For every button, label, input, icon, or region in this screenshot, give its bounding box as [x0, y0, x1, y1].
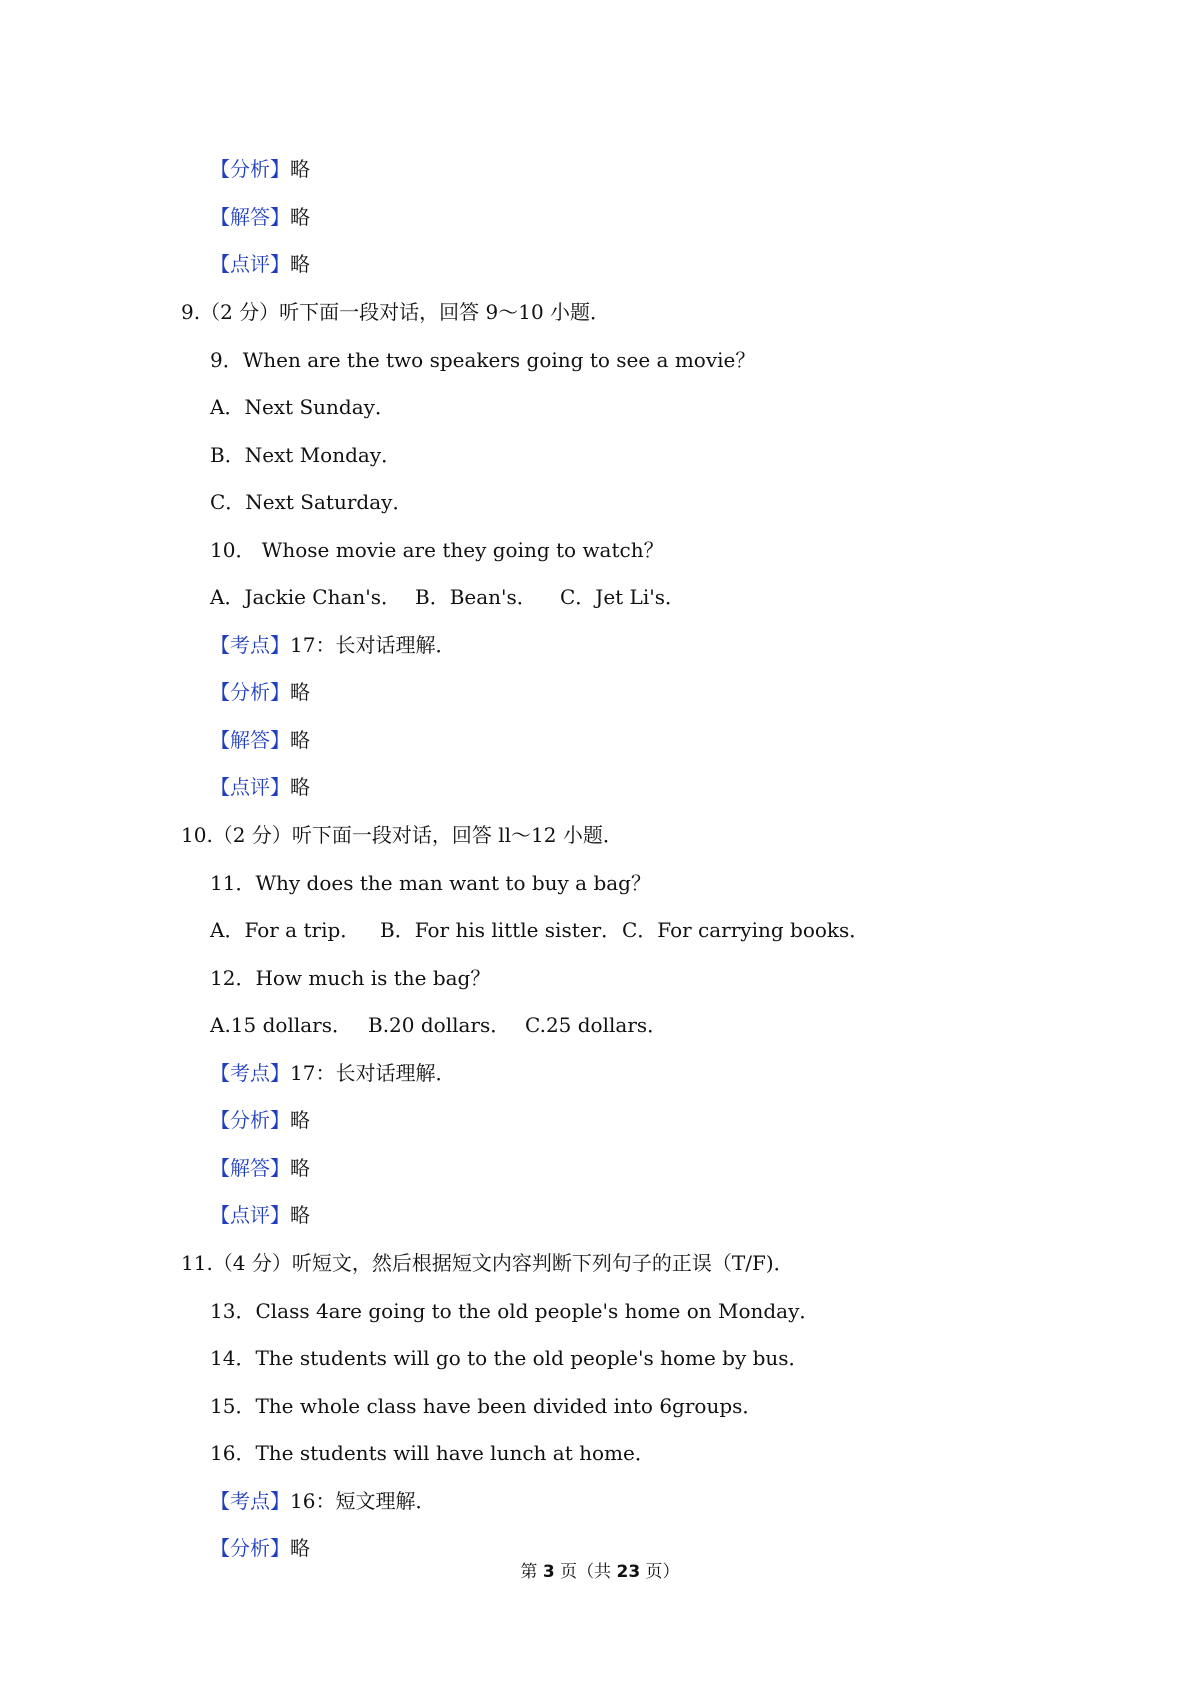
review-row — [210, 775, 310, 799]
analysis-text: 略 — [290, 1536, 310, 1560]
footer-suffix: 页） — [640, 1562, 680, 1582]
page-footer — [0, 1561, 1200, 1583]
option-12-b: B.20 dollars． — [368, 1013, 511, 1037]
solution-text: 略 — [290, 728, 310, 752]
footer-middle: 页（共 — [554, 1562, 617, 1582]
options-row-10 — [210, 585, 685, 609]
option-9-c: C．Next Saturday． — [210, 490, 413, 514]
footer-prefix: 第 — [520, 1562, 543, 1582]
point-row — [210, 1489, 435, 1513]
question-9-heading: 9.（2 分）听下面一段对话，回答 9～10 小题． — [181, 300, 611, 324]
review-tag: 【点评】 — [210, 775, 290, 799]
analysis-text: 略 — [290, 680, 310, 704]
point-row — [210, 1061, 455, 1085]
analysis-row — [210, 680, 310, 704]
subquestion-9: 9．When are the two speakers going to see a movie？ — [210, 348, 756, 372]
option-10-a: A．Jackie Chan's． — [210, 585, 402, 609]
point-tag: 【考点】 — [210, 1061, 290, 1085]
solution-text: 略 — [290, 205, 310, 229]
review-tag: 【点评】 — [210, 1203, 290, 1227]
options-row-12 — [210, 1013, 667, 1037]
review-row — [210, 252, 310, 276]
solution-row — [210, 205, 310, 229]
options-row-11 — [210, 918, 869, 942]
solution-row — [210, 728, 310, 752]
option-10-b: B．Bean's． — [415, 585, 537, 609]
option-9-a: A．Next Sunday． — [210, 395, 395, 419]
analysis-text: 略 — [290, 1108, 310, 1132]
analysis-tag: 【分析】 — [210, 1108, 290, 1132]
review-text: 略 — [290, 252, 310, 276]
question-10-heading: 10.（2 分）听下面一段对话，回答 ll～12 小题． — [181, 823, 623, 847]
current-page-number: 3 — [542, 1562, 555, 1582]
question-11-heading: 11.（4 分）听短文，然后根据短文内容判断下列句子的正误（T/F)． — [181, 1251, 794, 1275]
statement-16: 16．The students will have lunch at home． — [210, 1441, 655, 1465]
analysis-tag: 【分析】 — [210, 1536, 290, 1560]
statement-15: 15．The whole class have been divided into 6groups． — [210, 1394, 763, 1418]
solution-row — [210, 1156, 310, 1180]
statement-13: 13．Class 4are going to the old people's home on Monday． — [210, 1299, 820, 1323]
solution-text: 略 — [290, 1156, 310, 1180]
solution-tag: 【解答】 — [210, 728, 290, 752]
statement-14: 14．The students will go to the old people's home by bus． — [210, 1346, 809, 1370]
option-10-c: C．Jet Li's． — [560, 585, 685, 609]
review-row — [210, 1203, 310, 1227]
review-tag: 【点评】 — [210, 252, 290, 276]
point-text: 17：长对话理解． — [290, 1061, 456, 1085]
subquestion-12: 12．How much is the bag？ — [210, 966, 491, 990]
analysis-text: 略 — [290, 157, 310, 181]
total-page-count: 23 — [616, 1562, 641, 1582]
review-text: 略 — [290, 775, 310, 799]
point-tag: 【考点】 — [210, 633, 290, 657]
analysis-row — [210, 1536, 310, 1560]
option-12-c: C.25 dollars． — [525, 1013, 668, 1037]
option-11-c: C．For carrying books． — [622, 918, 870, 942]
option-12-a: A.15 dollars． — [210, 1013, 352, 1037]
option-11-b: B．For his little sister． — [380, 918, 622, 942]
option-9-b: B．Next Monday． — [210, 443, 402, 467]
point-tag: 【考点】 — [210, 1489, 290, 1513]
option-11-a: A．For a trip． — [210, 918, 361, 942]
subquestion-10: 10． Whose movie are they going to watch？ — [210, 538, 664, 562]
analysis-row — [210, 1108, 310, 1132]
solution-tag: 【解答】 — [210, 205, 290, 229]
solution-tag: 【解答】 — [210, 1156, 290, 1180]
subquestion-11: 11．Why does the man want to buy a bag？ — [210, 871, 651, 895]
point-row — [210, 633, 455, 657]
analysis-row — [210, 157, 310, 181]
analysis-tag: 【分析】 — [210, 680, 290, 704]
point-text: 16：短文理解． — [290, 1489, 436, 1513]
review-text: 略 — [290, 1203, 310, 1227]
analysis-tag: 【分析】 — [210, 157, 290, 181]
point-text: 17：长对话理解． — [290, 633, 456, 657]
